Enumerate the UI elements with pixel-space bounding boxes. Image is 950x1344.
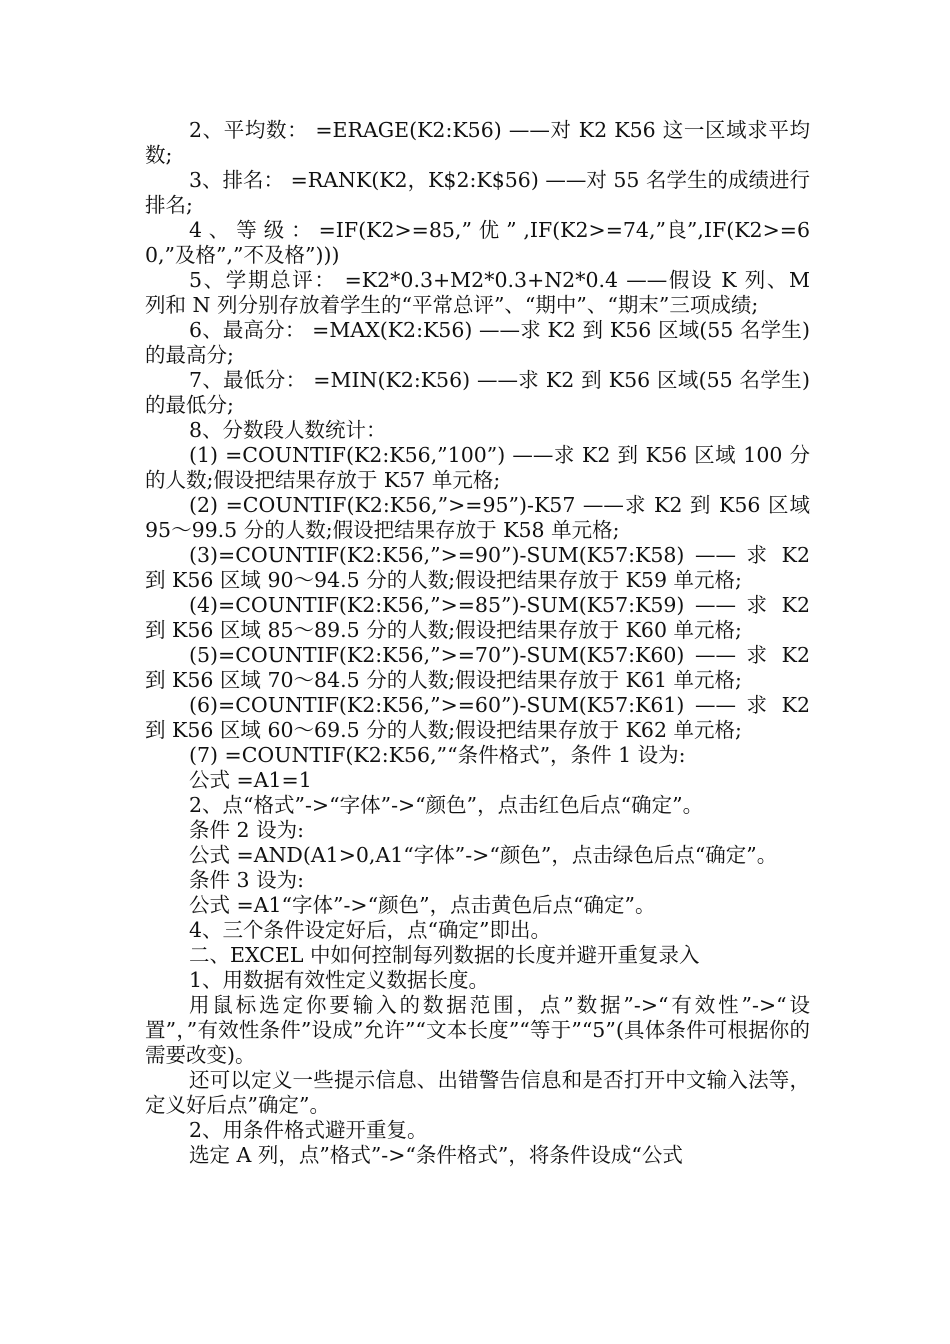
paragraph: (1) =COUNTIF(K2:K56,”100”) ——求 K2 到 K56 区域 100 分的人数;假设把结果存放于 K57 单元格; bbox=[145, 443, 810, 492]
paragraph: 8、分数段人数统计： bbox=[189, 418, 387, 442]
paragraph: 公式 =A1“字体”->“颜色”，点击黄色后点“确定”。 bbox=[189, 893, 656, 917]
paragraph: 公式 =AND(A1>0,A1“字体”->“颜色”，点击绿色后点“确定”。 bbox=[189, 843, 778, 867]
paragraph: (5)=COUNTIF(K2:K56,”>=70”)-SUM(K57:K60) —— 求 K2 到 K56 区域 70～84.5 分的人数;假设把结果存放于 K61 单元格; bbox=[145, 643, 810, 692]
paragraph: 4 、 等 级 ： =IF(K2>=85,” 优 ” ,IF(K2>=74,”良”,IF(K2>=60,”及格”,”不及格”))) bbox=[145, 218, 810, 267]
paragraph: 用鼠标选定你要输入的数据范围，点”数据”->“有效性”->“设置”，”有效性条件”设成”允许”“文本长度”“等于”“5”(具体条件可根据你的需要改变)。 bbox=[145, 993, 810, 1067]
paragraph: 6、最高分： =MAX(K2:K56) ——求 K2 到 K56 区域(55 名学生)的最高分; bbox=[145, 318, 810, 367]
paragraph: 选定 A 列，点”格式”->“条件格式”，将条件设成“公式 bbox=[189, 1143, 683, 1167]
paragraph: 2、平均数： =ERAGE(K2:K56) ——对 K2 K56 这一区域求平均数; bbox=[145, 118, 810, 167]
paragraph: 还可以定义一些提示信息、出错警告信息和是否打开中文输入法等，定义好后点”确定”。 bbox=[145, 1068, 810, 1117]
paragraph: 二、EXCEL 中如何控制每列数据的长度并避开重复录入 bbox=[189, 943, 700, 967]
paragraph: 3、排名： =RANK(K2，K$2:K$56) ——对 55 名学生的成绩进行排名; bbox=[145, 168, 810, 217]
paragraph: 7、最低分： =MIN(K2:K56) ——求 K2 到 K56 区域(55 名学生)的最低分; bbox=[145, 368, 810, 417]
paragraph: 5、学期总评： =K2*0.3+M2*0.3+N2*0.4 ——假设 K 列、M 列和 N 列分别存放着学生的“平常总评”、“期中”、“期末”三项成绩; bbox=[145, 268, 810, 317]
paragraph: (7) =COUNTIF(K2:K56,”“条件格式”，条件 1 设为: bbox=[189, 743, 686, 767]
paragraph: 2、用条件格式避开重复。 bbox=[189, 1118, 428, 1142]
paragraph: 条件 3 设为: bbox=[189, 868, 304, 892]
paragraph: 条件 2 设为: bbox=[189, 818, 304, 842]
paragraph: (6)=COUNTIF(K2:K56,”>=60”)-SUM(K57:K61) —— 求 K2 到 K56 区域 60～69.5 分的人数;假设把结果存放于 K62 单元格; bbox=[145, 693, 810, 742]
paragraph: 1、用数据有效性定义数据长度。 bbox=[189, 968, 490, 992]
paragraph: (3)=COUNTIF(K2:K56,”>=90”)-SUM(K57:K58) —— 求 K2 到 K56 区域 90～94.5 分的人数;假设把结果存放于 K59 单元格; bbox=[145, 543, 810, 592]
paragraph: 公式 =A1=1 bbox=[189, 768, 312, 792]
paragraph: 2、点“格式”->“字体”->“颜色”，点击红色后点“确定”。 bbox=[189, 793, 704, 817]
document-body bbox=[145, 118, 810, 1168]
paragraph: (2) =COUNTIF(K2:K56,”>=95”)-K57 ——求 K2 到 K56 区域 95～99.5 分的人数;假设把结果存放于 K58 单元格; bbox=[145, 493, 810, 542]
paragraph: (4)=COUNTIF(K2:K56,”>=85”)-SUM(K57:K59) —— 求 K2 到 K56 区域 85～89.5 分的人数;假设把结果存放于 K60 单元格; bbox=[145, 593, 810, 642]
paragraph: 4、三个条件设定好后，点“确定”即出。 bbox=[189, 918, 552, 942]
